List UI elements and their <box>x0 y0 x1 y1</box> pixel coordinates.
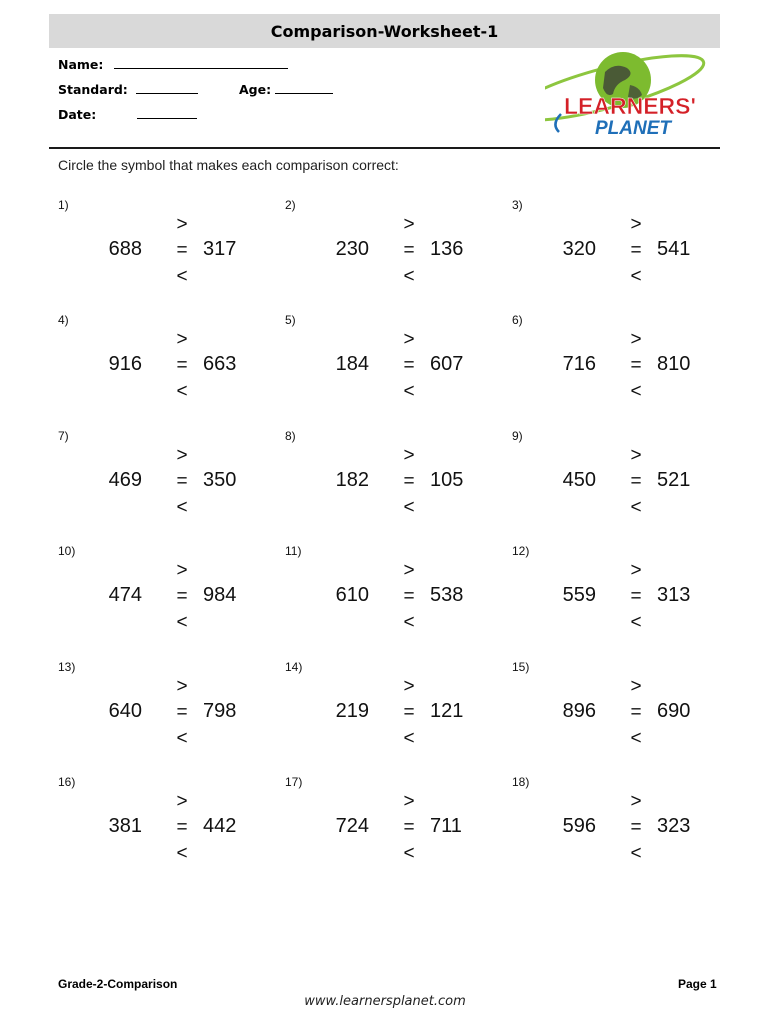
problem-number: 14) <box>285 660 303 674</box>
right-number: 607 <box>430 353 464 375</box>
equals-symbol[interactable]: = <box>176 355 188 376</box>
problem-number: 17) <box>285 775 303 789</box>
left-number: 474 <box>108 584 142 606</box>
problem-number: 9) <box>512 429 523 443</box>
standard-line <box>136 81 198 94</box>
problem-number: 11) <box>285 544 302 558</box>
problem-number: 3) <box>512 198 523 212</box>
comparison-problem <box>285 775 515 885</box>
worksheet-title: Comparison-Worksheet-1 <box>49 14 720 48</box>
equals-symbol[interactable]: = <box>176 586 188 607</box>
equals-symbol[interactable]: = <box>403 355 415 376</box>
left-number: 559 <box>562 584 596 606</box>
less-than-symbol[interactable]: < <box>630 728 642 749</box>
problem-number: 5) <box>285 313 296 327</box>
comparison-problem <box>285 429 515 539</box>
less-than-symbol[interactable]: < <box>630 381 642 402</box>
comparison-problem <box>512 429 742 539</box>
problem-number: 2) <box>285 198 296 212</box>
greater-than-symbol[interactable]: > <box>403 329 415 350</box>
left-number: 219 <box>335 700 369 722</box>
greater-than-symbol[interactable]: > <box>176 676 188 697</box>
less-than-symbol[interactable]: < <box>630 266 642 287</box>
left-number: 724 <box>335 815 369 837</box>
footer-grade: Grade-2-Comparison <box>58 977 178 991</box>
less-than-symbol[interactable]: < <box>176 612 188 633</box>
problem-number: 1) <box>58 198 69 212</box>
comparison-problem <box>58 198 288 308</box>
left-number: 596 <box>562 815 596 837</box>
comparison-problem <box>58 775 288 885</box>
name-label: Name: <box>58 57 104 72</box>
problem-number: 10) <box>58 544 76 558</box>
problem-number: 15) <box>512 660 530 674</box>
left-number: 381 <box>108 815 142 837</box>
right-number: 984 <box>203 584 237 606</box>
greater-than-symbol[interactable]: > <box>630 676 642 697</box>
date-field <box>58 106 197 122</box>
right-number: 313 <box>657 584 691 606</box>
equals-symbol[interactable]: = <box>630 586 642 607</box>
comparison-problem <box>285 544 515 654</box>
comparison-problem <box>512 198 742 308</box>
equals-symbol[interactable]: = <box>176 240 188 261</box>
less-than-symbol[interactable]: < <box>403 728 415 749</box>
instruction-text: Circle the symbol that makes each comparison correct: <box>58 157 399 173</box>
comparison-problem <box>58 660 288 770</box>
logo-text-bottom: PLANET <box>595 118 671 139</box>
greater-than-symbol[interactable]: > <box>403 445 415 466</box>
comparison-problem <box>512 660 742 770</box>
problem-number: 7) <box>58 429 69 443</box>
equals-symbol[interactable]: = <box>403 586 415 607</box>
age-line <box>275 81 333 94</box>
logo-swoosh <box>555 114 561 132</box>
left-number: 896 <box>562 700 596 722</box>
greater-than-symbol[interactable]: > <box>630 560 642 581</box>
comparison-problem <box>58 313 288 423</box>
right-number: 121 <box>430 700 464 722</box>
left-number: 640 <box>108 700 142 722</box>
right-number: 663 <box>203 353 237 375</box>
greater-than-symbol[interactable]: > <box>630 329 642 350</box>
less-than-symbol[interactable]: < <box>176 266 188 287</box>
problem-number: 12) <box>512 544 530 558</box>
right-number: 711 <box>430 815 462 837</box>
comparison-problem <box>58 544 288 654</box>
right-number: 136 <box>430 238 464 260</box>
greater-than-symbol[interactable]: > <box>630 445 642 466</box>
right-number: 442 <box>203 815 237 837</box>
greater-than-symbol[interactable]: > <box>176 329 188 350</box>
less-than-symbol[interactable]: < <box>403 266 415 287</box>
right-number: 798 <box>203 700 237 722</box>
footer-url: www.learnersplanet.com <box>304 994 466 1009</box>
problem-number: 6) <box>512 313 523 327</box>
greater-than-symbol[interactable]: > <box>176 445 188 466</box>
greater-than-symbol[interactable]: > <box>176 791 188 812</box>
header-divider <box>49 147 720 149</box>
left-number: 182 <box>335 469 369 491</box>
less-than-symbol[interactable]: < <box>176 497 188 518</box>
greater-than-symbol[interactable]: > <box>403 560 415 581</box>
equals-symbol[interactable]: = <box>176 471 188 492</box>
equals-symbol[interactable]: = <box>630 702 642 723</box>
comparison-problem <box>285 660 515 770</box>
equals-symbol[interactable]: = <box>630 817 642 838</box>
equals-symbol[interactable]: = <box>176 817 188 838</box>
comparison-problem <box>285 198 515 308</box>
greater-than-symbol[interactable]: > <box>630 214 642 235</box>
less-than-symbol[interactable]: < <box>403 843 415 864</box>
less-than-symbol[interactable]: < <box>403 497 415 518</box>
greater-than-symbol[interactable]: > <box>403 214 415 235</box>
greater-than-symbol[interactable]: > <box>176 214 188 235</box>
standard-field <box>58 81 198 97</box>
name-line <box>114 56 288 69</box>
left-number: 716 <box>562 353 596 375</box>
left-number: 688 <box>108 238 142 260</box>
footer-page: Page 1 <box>678 977 717 991</box>
left-number: 469 <box>108 469 142 491</box>
problem-number: 4) <box>58 313 69 327</box>
less-than-symbol[interactable]: < <box>403 612 415 633</box>
left-number: 230 <box>335 238 369 260</box>
less-than-symbol[interactable]: < <box>630 612 642 633</box>
greater-than-symbol[interactable]: > <box>403 676 415 697</box>
age-field <box>239 81 333 97</box>
left-number: 184 <box>335 353 369 375</box>
equals-symbol[interactable]: = <box>630 471 642 492</box>
right-number: 810 <box>657 353 691 375</box>
learners-planet-logo <box>545 50 715 142</box>
right-number: 541 <box>657 238 691 260</box>
problem-number: 13) <box>58 660 76 674</box>
comparison-problem <box>285 313 515 423</box>
less-than-symbol[interactable]: < <box>630 497 642 518</box>
comparison-problem <box>512 313 742 423</box>
greater-than-symbol[interactable]: > <box>403 791 415 812</box>
comparison-problem <box>512 544 742 654</box>
standard-label: Standard: <box>58 82 128 97</box>
less-than-symbol[interactable]: < <box>630 843 642 864</box>
equals-symbol[interactable]: = <box>403 817 415 838</box>
equals-symbol[interactable]: = <box>403 240 415 261</box>
comparison-problem <box>58 429 288 539</box>
date-label: Date: <box>58 107 97 122</box>
equals-symbol[interactable]: = <box>630 355 642 376</box>
right-number: 317 <box>203 238 237 260</box>
logo-text-top: LEARNERS' <box>564 93 696 119</box>
less-than-symbol[interactable]: < <box>176 381 188 402</box>
less-than-symbol[interactable]: < <box>176 728 188 749</box>
greater-than-symbol[interactable]: > <box>630 791 642 812</box>
equals-symbol[interactable]: = <box>176 702 188 723</box>
right-number: 538 <box>430 584 464 606</box>
left-number: 450 <box>562 469 596 491</box>
comparison-problem <box>512 775 742 885</box>
right-number: 323 <box>657 815 691 837</box>
equals-symbol[interactable]: = <box>403 471 415 492</box>
right-number: 105 <box>430 469 464 491</box>
greater-than-symbol[interactable]: > <box>176 560 188 581</box>
right-number: 350 <box>203 469 237 491</box>
right-number: 521 <box>657 469 691 491</box>
less-than-symbol[interactable]: < <box>403 381 415 402</box>
problem-number: 18) <box>512 775 530 789</box>
equals-symbol[interactable]: = <box>403 702 415 723</box>
date-line <box>137 106 197 119</box>
left-number: 320 <box>562 238 596 260</box>
less-than-symbol[interactable]: < <box>176 843 188 864</box>
problem-number: 16) <box>58 775 76 789</box>
left-number: 916 <box>108 353 142 375</box>
problem-number: 8) <box>285 429 296 443</box>
left-number: 610 <box>335 584 369 606</box>
age-label: Age: <box>239 82 272 97</box>
equals-symbol[interactable]: = <box>630 240 642 261</box>
name-field <box>58 56 288 72</box>
right-number: 690 <box>657 700 691 722</box>
